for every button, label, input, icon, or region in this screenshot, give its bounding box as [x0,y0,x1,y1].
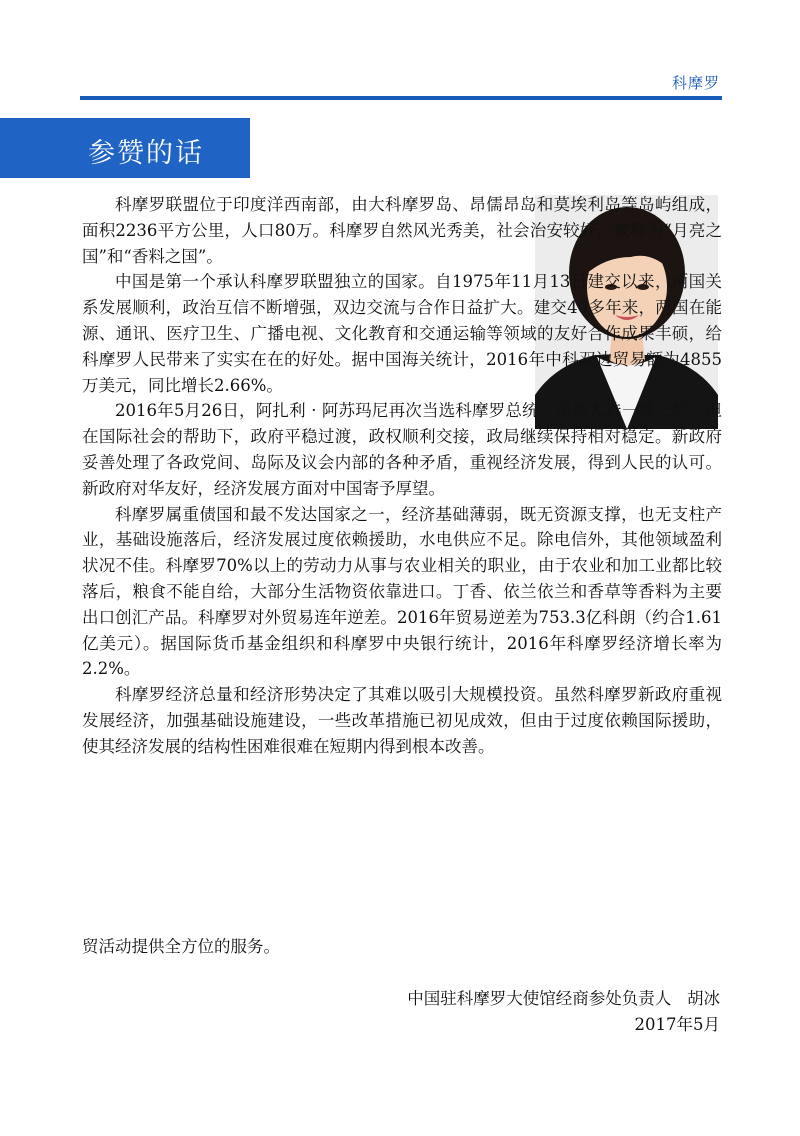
body-text [82,192,722,760]
paragraph: 科摩罗属重债国和最不发达国家之一，经济基础薄弱，既无资源支撑，也无支柱产业，基础设施落后，经济发展过度依赖援助，水电供应不足。除电信外，其他领域盈利状况不佳。科摩罗70%以上的劳动力从事与农业相关的职业，由于农业和加工业都比较落后，粮食不能自给，大部分生活物资依靠进口。丁香、依兰依兰和香草等香料为主要出口创汇产品。科摩罗对外贸易连年逆差。2016年贸易逆差为753.3亿科朗（约合1.61亿美元）。据国际货币基金组织和科摩罗中央银行统计，2016年科摩罗经济增长率为2.2%。 [82,504,722,679]
section-title: 参赞的话 [88,138,204,169]
paragraph: 2016年5月26日，阿扎利 · 阿苏玛尼再次当选科摩罗总统。虽然大选一波三折，但在国际社会的帮助下，政府平稳过渡，政权顺利交接，政局继续保持相对稳定。新政府妥善处理了各政党间、岛际及议会内部的各种矛盾，重视经济发展，得到人民的认可。新政府对华友好，经济发展方面对中国寄予厚望。 [82,401,722,498]
closing-line: 贸活动提供全方位的服务。 [82,937,280,956]
paragraph: 科摩罗联盟位于印度洋西南部，由大科摩罗岛、昂儒昂岛和莫埃利岛等岛屿组成，面积2236平方公里，人口80万。科摩罗自然风光秀美，社会治安较好，被称为“月亮之国”和“香料之国”。 [82,195,722,266]
signature-date: 2017年5月 [634,1015,720,1034]
signature-block [407,986,720,1038]
header-divider [80,96,722,100]
paragraph: 中国是第一个承认科摩罗联盟独立的国家。自1975年11月13日建交以来，两国关系发展顺利，政治互信不断增强，双边交流与合作日益扩大。建交40多年来，两国在能源、通讯、医疗卫生、广播电视、文化教育和交通运输等领域的友好合作成果丰硕，给科摩罗人民带来了实实在在的好处。据中国海关统计，2016年中科双边贸易额为4855万美元，同比增长2.66%。 [82,272,722,395]
header-country-label: 科摩罗 [671,74,720,92]
signature-name: 中国驻科摩罗大使馆经商参处负责人 胡冰 [407,989,720,1008]
paragraph: 科摩罗经济总量和经济形势决定了其难以吸引大规模投资。虽然科摩罗新政府重视发展经济，加强基础设施建设，一些改革措施已初见成效，但由于过度依赖国际援助，使其经济发展的结构性困难很难在短期内得到根本改善。 [82,685,722,756]
